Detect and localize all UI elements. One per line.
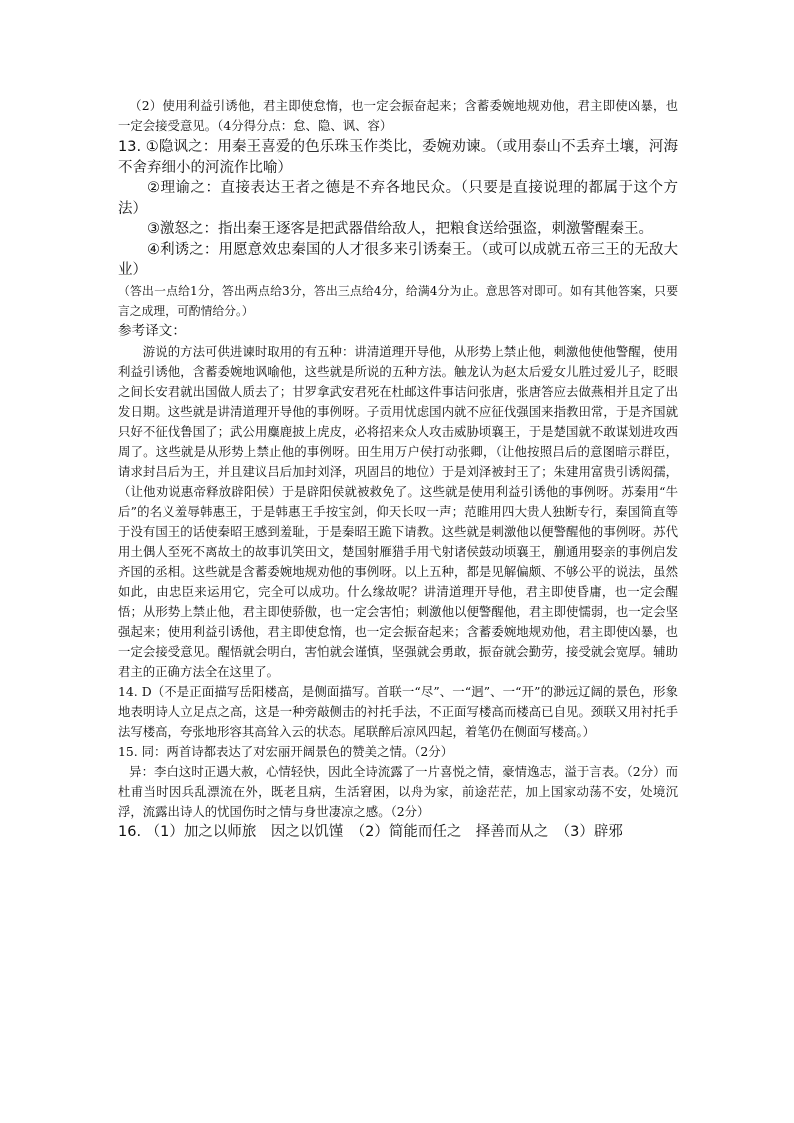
reference-translation-body: 游说的方法可供进谏时取用的有五种：讲清道理开导他，从形势上禁止他，刺激他使他警醒，使用利益引诱他，含蓄委婉地讽喻他，这些就是所说的五种方法。触龙认为赵太后爱女儿胜过爱儿子，眨眼之间长安君就出国做人质去了；甘罗拿武安君死在杜邮这件事诘问张唐，张唐答应去做燕相并且定了出发日期。这些就是讲清道理开导他的事例呀。子贡用忧虑国内就不应征伐强国来指教田常，于是齐国就只好不征伐鲁国了；武公用麋鹿披上虎皮，必将招来众人攻击威胁顷襄王，于是楚国就不敢谋划进攻西周了。这些就是从形势上禁止他的事例呀。田生用万户侯打动张卿，（让他按照吕后的意图暗示群臣，请求封吕后为王，并且建议吕后加封刘泽，巩固吕的地位）于是刘泽被封王了；朱建用富贵引诱闳孺，（让他劝说惠帝释放辟阳侯）于是辟阳侯就被救免了。这些就是使用利益引诱他的事例呀。苏秦用“牛后”的名义羞辱韩惠王，于是韩惠王手按宝剑，仰天长叹一声；范睢用四大贵人独断专行，秦国简直等于没有国王的话使秦昭王感到羞耻，于是秦昭王跪下请教。这些就是刺激他以便警醒他的事例呀。苏代用土偶人至死不离故土的故事讥笑田文，楚国射雁猎手用弋射诸侯鼓动顷襄王，蒯通用娶亲的事例启发齐国的丞相。这些就是含蓄委婉地规劝他的事例呀。以上五种，都是见解偏颇、不够公平的说法，虽然如此，由忠臣来运用它，完全可以成功。什么缘故呢？讲清道理开导他，君主即使昏庸，也一定会醒悟；从形势上禁止他，君主即使骄傲，也一定会害怕；刺激他以便警醒他，君主即使懦弱，也一定会坚强起来；使用利益引诱他，君主即使怠惰，也一定会振奋起来；含蓄委婉地规劝他，君主即使凶暴，也一定会接受意见。醒悟就会明白，害怕就会谨慎，坚强就会勇敢，振奋就会勤劳，接受就会宽厚。辅助君主的正确方法全在这里了。	[118, 343, 678, 679]
q16-answer: 16. （1）加之以师旅 因之以饥馑 （2）简能而任之 择善而从之 （3）辟邪	[118, 823, 623, 840]
q14-answer: 14. D（不是正面描写岳阳楼高，是侧面描写。首联一“尽”、一“迥”、一“开”的渺远辽阔的景色，形象地表明诗人立足点之高，这是一种旁敲侧击的衬托手法，不正面写楼高而楼高已自见。颈联又用衬托手法写楼高，夸张地形容其高耸入云的状态。尾联醉后凉风四起，着笔仍在侧面写楼高。）	[118, 683, 678, 739]
q15-diff-answer: 异：李白这时正遇大赦，心情轻快，因此全诗流露了一片喜悦之情，豪情逸志，溢于言表。（2分）而杜甫当时因兵乱漂流在外，既老且病，生活窘困，以舟为家，前途茫茫，加上国家动荡不安，处境沉浮，流露出诗人的忧国伤时之情与身世凄凉之感。（2分）	[118, 763, 678, 819]
answer-13-part-2: （2）使用利益引诱他，君主即使怠惰，也一定会振奋起来；含蓄委婉地规劝他，君主即使凶暴，也一定会接受意见。（4分得分点：怠、隐、讽、容）	[118, 98, 678, 133]
reference-translation-heading: 参考译文：	[118, 322, 186, 339]
q13-scoring-note: （答出一点给1分，答出两点给3分，答出三点给4分，给满4分为止。意思答对即可。如有其他答案，只要言之成理，可酌情给分。）	[118, 283, 678, 318]
answer-key-page	[118, 96, 678, 842]
q15-same-answer: 15. 同：两首诗都表达了对宏丽开阔景色的赞美之情。（2分）	[118, 743, 454, 759]
q13-point-3: ③激怒之：指出秦王逐客是把武器借给敌人，把粮食送给强盗，刺激警醒秦王。	[147, 221, 653, 237]
q13-point-2: ②理谕之：直接表达王者之德是不弃各地民众。（只要是直接说理的都属于这个方法）	[118, 180, 678, 217]
q13-point-4: ④利诱之：用愿意效忠秦国的人才很多来引诱秦王。（或可以成就五帝三王的无敌大业）	[118, 241, 678, 278]
q13-point-1: 13. ①隐讽之：用秦王喜爱的色乐珠玉作类比，委婉劝谏。（或用泰山不丢弃土壤，河海不舍弃细小的河流作比喻）	[118, 139, 678, 176]
